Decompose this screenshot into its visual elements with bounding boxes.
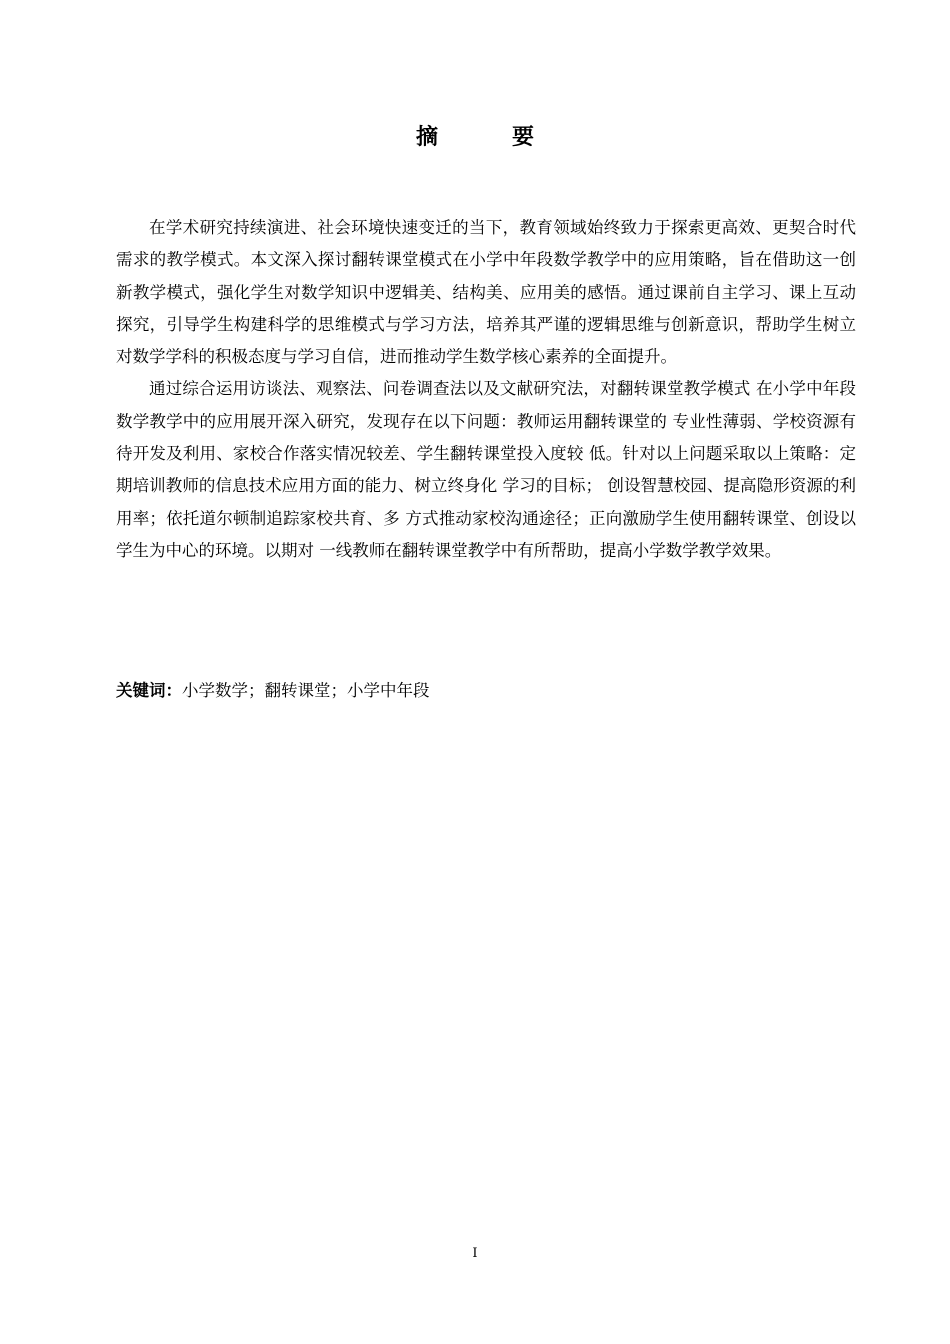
keywords-value: 小学数学；翻转课堂；小学中年段 (182, 681, 430, 700)
page-number: I (472, 1246, 478, 1261)
abstract-body (116, 212, 856, 567)
page-title: 摘 要 (415, 125, 560, 150)
abstract-paragraph-2: 通过综合运用访谈法、观察法、问卷调查法以及文献研究法，对翻转课堂教学模式 在小学中年段数学教学中的应用展开深入研究，发现存在以下问题：教师运用翻转课堂的 专业性薄弱、学校资源有待开发及利用、家校合作落实情况较差、学生翻转课堂投入度较 低。针对以上问题采取以上策略：定期培训教师的信息技术应用方面的能力、树立终身化 学习的目标； 创设智慧校园、提高隐形资源的利用率；依托道尔顿制追踪家校共育、多 方式推动家校沟通途径；正向激励学生使用翻转课堂、创设以学生为中心的环境。以期对 一线教师在翻转课堂教学中有所帮助，提高小学数学教学效果。 (116, 379, 856, 560)
abstract-paragraph-1: 在学术研究持续演进、社会环境快速变迁的当下，教育领域始终致力于探索更高效、更契合时代需求的教学模式。本文深入探讨翻转课堂模式在小学中年段数学教学中的应用策略，旨在借助这一创新教学模式，强化学生对数学知识中逻辑美、结构美、应用美的感悟。通过课前自主学习、课上互动探究，引导学生构建科学的思维模式与学习方法，培养其严谨的逻辑思维与创新意识，帮助学生树立对数学学科的积极态度与学习自信，进而推动学生数学核心素养的全面提升。 (116, 218, 856, 367)
keywords-label: 关键词： (116, 681, 182, 700)
keywords-line (116, 676, 856, 706)
